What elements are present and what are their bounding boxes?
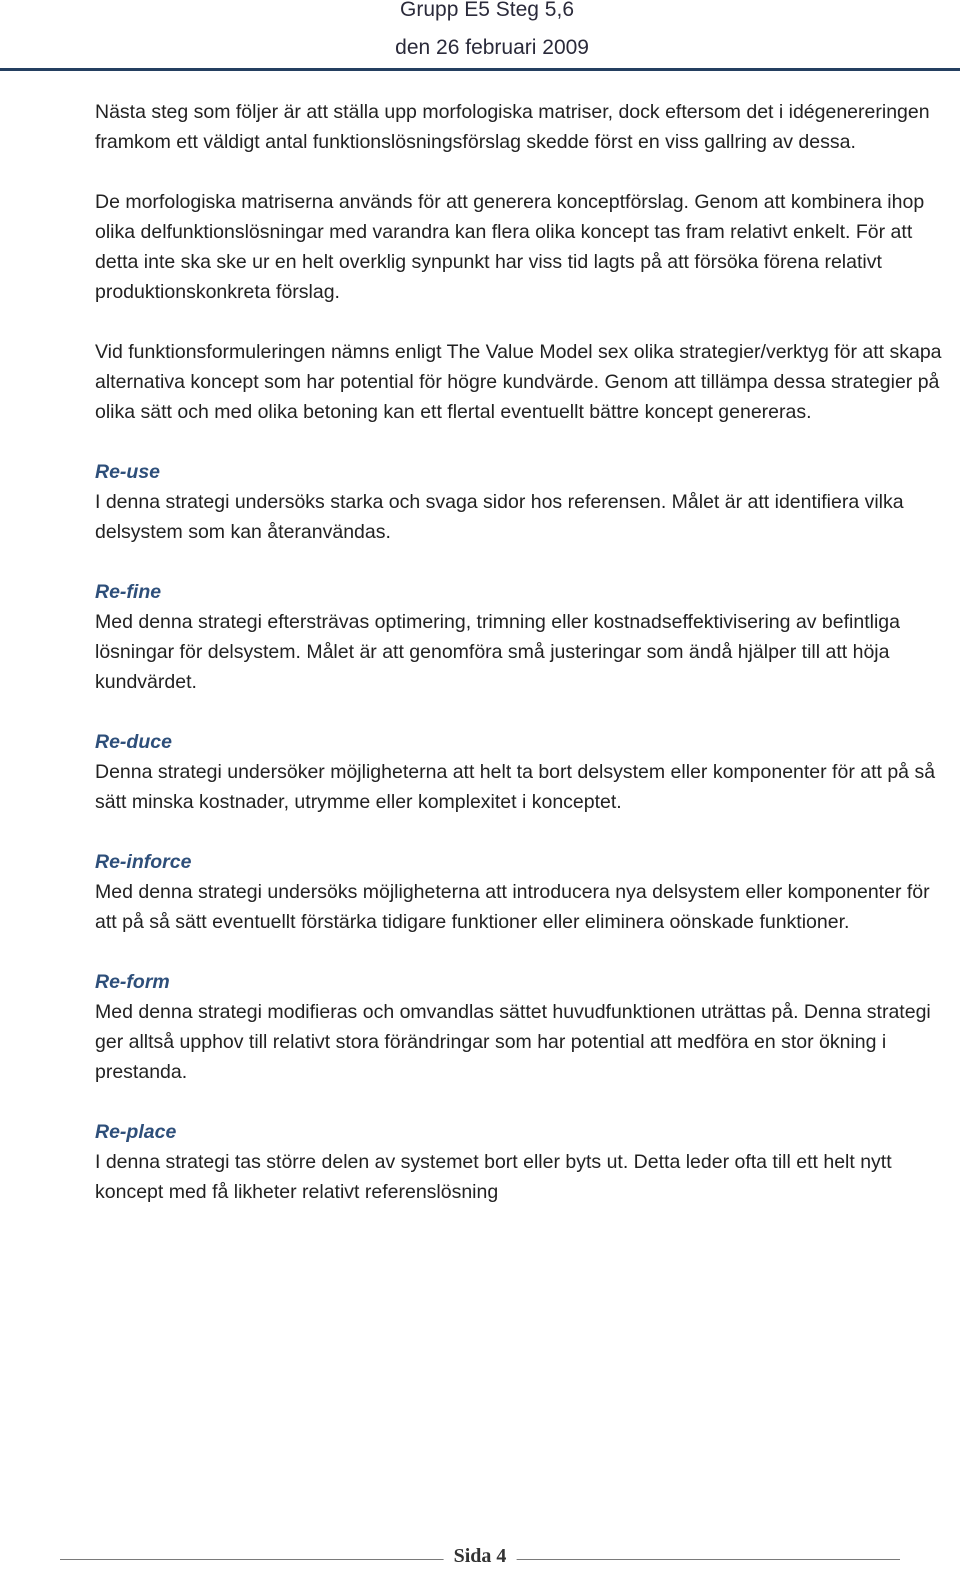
- section-body: I denna strategi undersöks starka och svaga sidor hos referensen. Målet är att identifiera vilka delsystem som kan återanvändas.: [95, 491, 904, 543]
- header-divider: [0, 68, 960, 71]
- section-body: Med denna strategi undersöks möjligheterna att introducera nya delsystem eller komponenter för att på så sätt eventuellt förstärka tidigare funktioner eller eliminera oönskade funktioner.: [95, 881, 930, 933]
- section-body: I denna strategi tas större delen av systemet bort eller byts ut. Detta leder ofta till ett helt nytt koncept med få likheter relativt referenslösning: [95, 1151, 892, 1203]
- header-title: Grupp E5 Steg 5,6: [400, 0, 574, 21]
- section-heading: Re-place: [95, 1121, 177, 1143]
- section-heading: Re-use: [95, 461, 161, 483]
- section-re-place: [95, 1117, 945, 1207]
- header-date: den 26 februari 2009: [395, 36, 589, 59]
- section-body: Med denna strategi modifieras och omvandlas sättet huvudfunktionen uträttas på. Denna strategi ger alltså upphov till relativt stora förändringar som har potential att medföra en stor ökning i prestanda.: [95, 1001, 931, 1083]
- section-heading: Re-fine: [95, 581, 162, 603]
- section-re-duce: [95, 727, 945, 817]
- section-body: Denna strategi undersöker möjligheterna att helt ta bort delsystem eller komponenter för att på så sätt minska kostnader, utrymme eller komplexitet i konceptet.: [95, 761, 936, 813]
- section-heading: Re-form: [95, 971, 170, 993]
- section-re-form: [95, 967, 945, 1087]
- page-number: Sida 4: [444, 1545, 517, 1568]
- page-header: [0, 0, 960, 84]
- paragraph-value-model: Vid funktionsformuleringen nämns enligt The Value Model sex olika strategier/verktyg för att skapa alternativa koncept som har potential för högre kundvärde. Genom att tillämpa dessa strategier på olika sätt och med olika betoning kan ett flertal eventuellt bättre koncept genereras.: [95, 341, 942, 423]
- paragraph-intro: Nästa steg som följer är att ställa upp morfologiska matriser, dock eftersom det i idégenereringen framkom ett väldigt antal funktionslösningsförslag skedde först en viss gallring av dessa.: [95, 101, 930, 153]
- section-re-fine: [95, 577, 945, 697]
- section-heading: Re-inforce: [95, 851, 192, 873]
- section-re-inforce: [95, 847, 945, 937]
- paragraph-morphological-matrices: De morfologiska matriserna används för att generera konceptförslag. Genom att kombinera ihop olika delfunktionslösningar med varandra kan flera olika koncept tas fram relativt enkelt. För att detta inte ska ske ur en helt overklig synpunkt har viss tid lagts på att försöka förena relativt produktionskonkreta förslag.: [95, 191, 925, 303]
- section-re-use: [95, 457, 945, 547]
- section-body: Med denna strategi eftersträvas optimering, trimning eller kostnadseffektivisering av befintliga lösningar för delsystem. Målet är att genomföra små justeringar som ändå hjälper till att höja kundvärdet.: [95, 611, 900, 693]
- page-footer: [0, 1545, 960, 1585]
- document-body: [95, 97, 945, 1237]
- section-heading: Re-duce: [95, 731, 172, 753]
